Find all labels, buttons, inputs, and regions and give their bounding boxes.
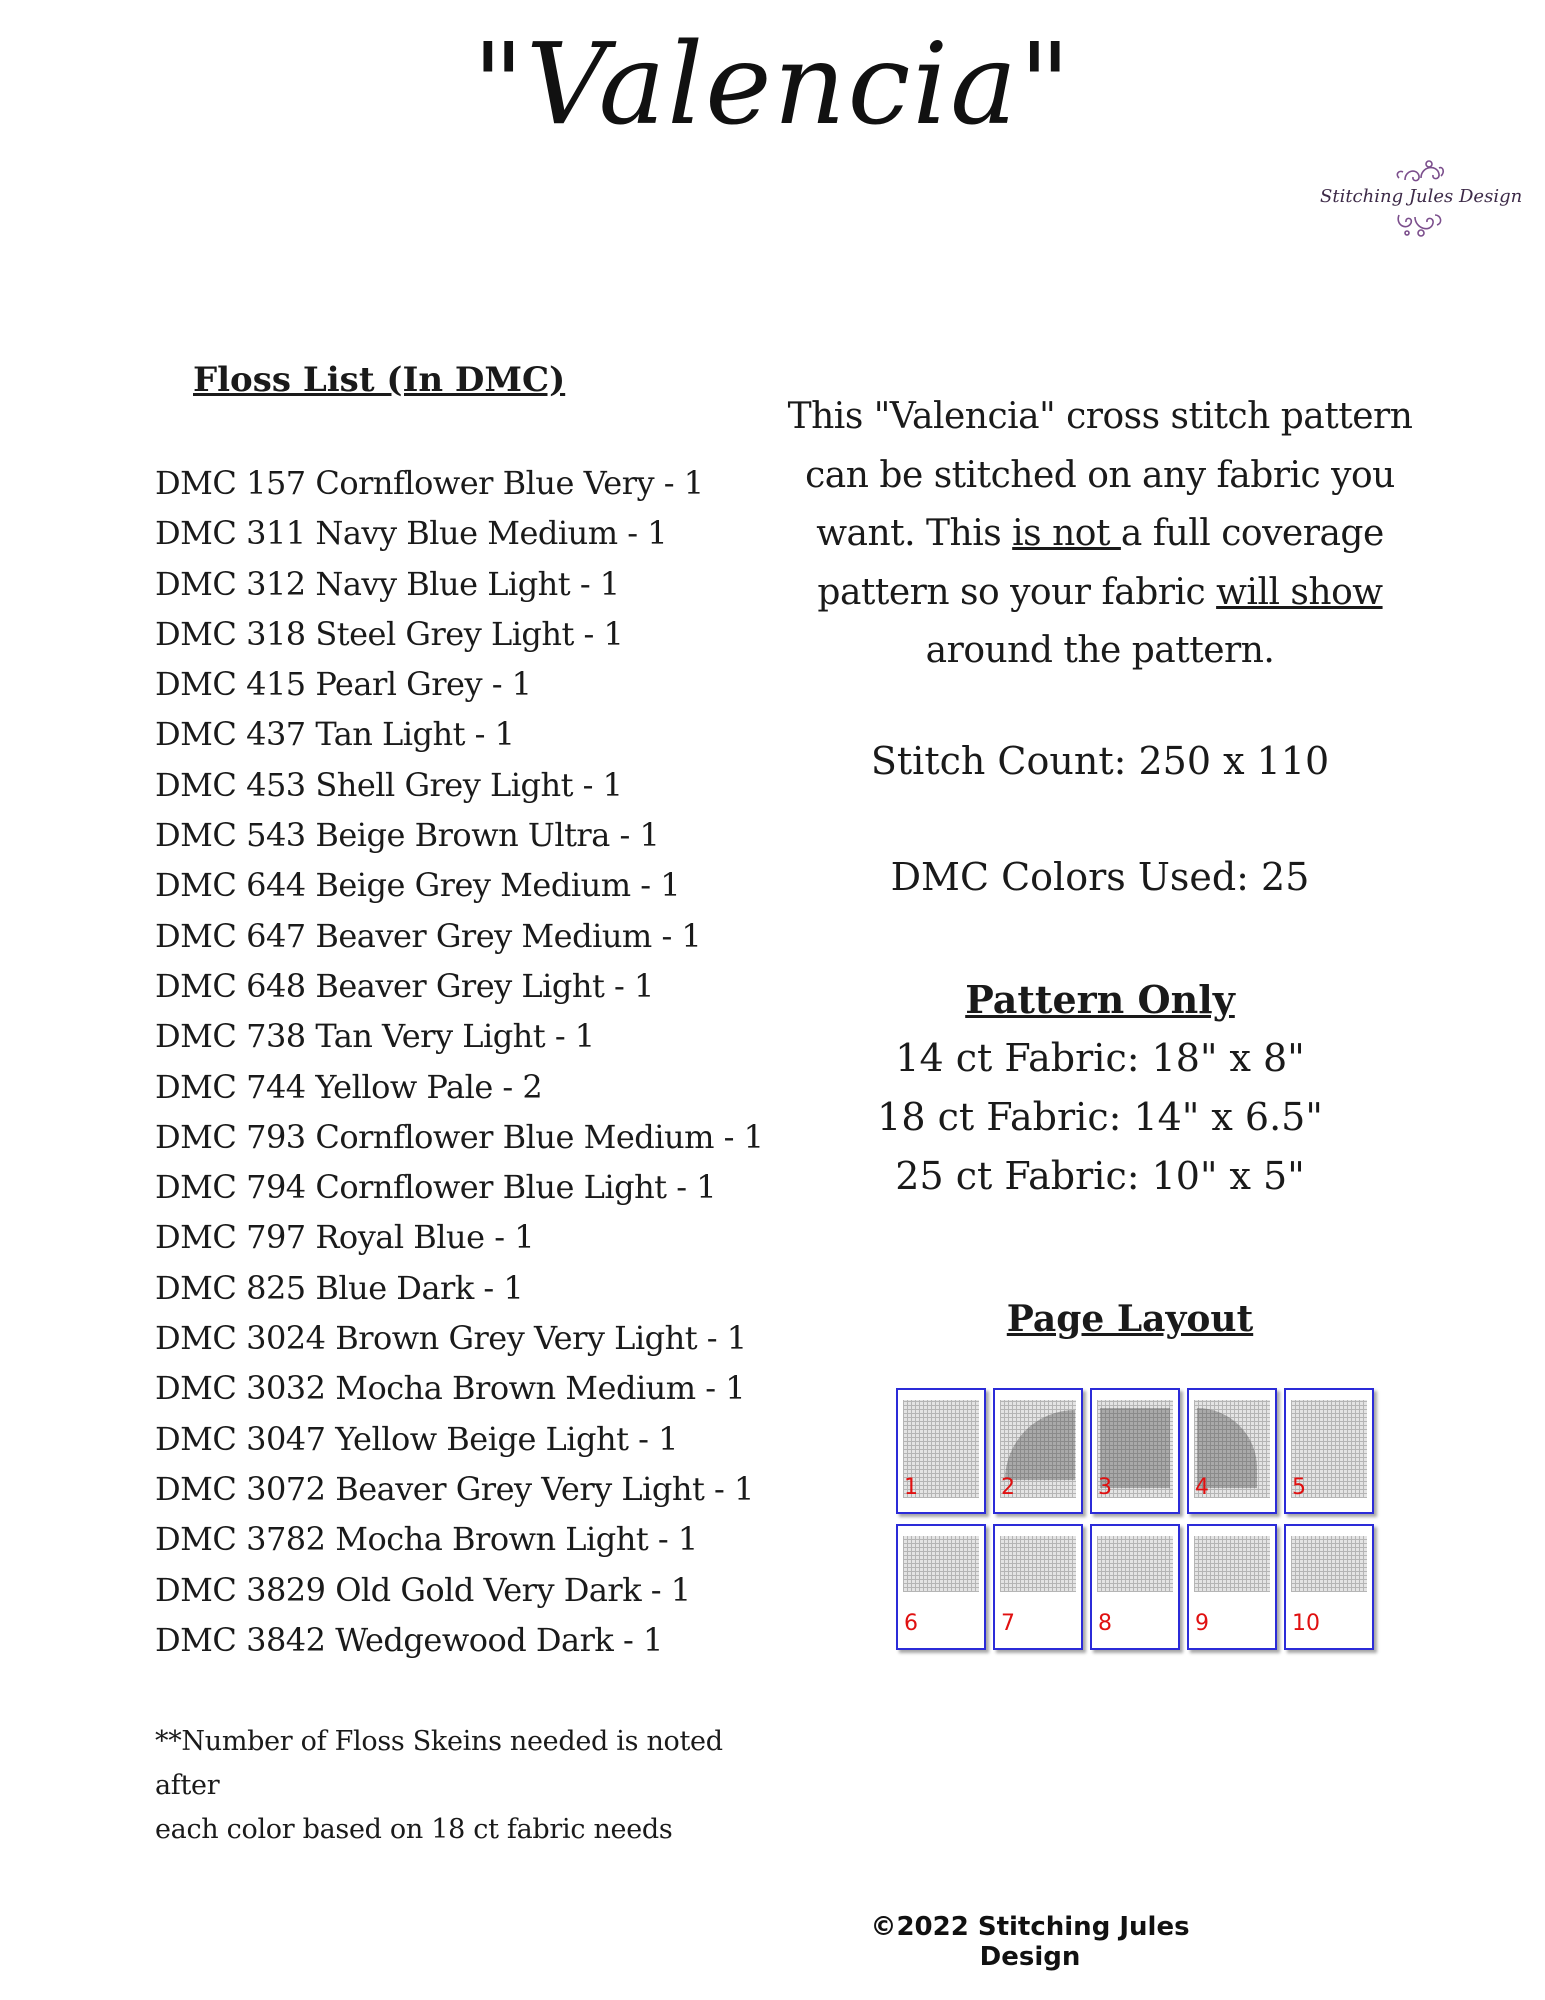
- floss-item: DMC 543 Beige Brown Ultra - 1: [155, 816, 660, 855]
- fabric-size-14ct: 14 ct Fabric: 18" x 8": [895, 1036, 1305, 1080]
- floss-item: DMC 157 Cornflower Blue Very - 1: [155, 464, 704, 502]
- floss-item: DMC 744 Yellow Pale - 2: [155, 1067, 543, 1106]
- page-number: 9: [1195, 1611, 1209, 1636]
- floss-list-heading: [155, 360, 805, 400]
- floss-item: DMC 453 Shell Grey Light - 1: [155, 765, 623, 804]
- page-thumbnail: [1090, 1388, 1180, 1514]
- description-line-2: can be stitched on any fabric you: [805, 454, 1395, 496]
- page-thumbnail: [1187, 1388, 1277, 1514]
- floss-item: DMC 437 Tan Light - 1: [155, 715, 515, 754]
- page-thumbnail: [993, 1524, 1083, 1650]
- page-layout-grid: [896, 1388, 1376, 1658]
- description-line-4a: pattern so your fabric: [817, 571, 1217, 613]
- floss-item: DMC 3829 Old Gold Very Dark - 1: [155, 1570, 691, 1609]
- page-number: 2: [1001, 1475, 1015, 1500]
- copyright: ©2022 Stitching Jules Design: [870, 1912, 1190, 1972]
- floss-item: DMC 311 Navy Blue Medium - 1: [155, 514, 668, 553]
- thumbnail-grid: [1097, 1536, 1173, 1592]
- page-layout-heading: Page Layout: [1006, 1298, 1254, 1340]
- description-line-3b: a full coverage: [1120, 513, 1384, 554]
- floss-item: DMC 3024 Brown Grey Very Light - 1: [155, 1319, 747, 1358]
- description-line-1: This "Valencia" cross stitch pattern: [787, 396, 1413, 437]
- floss-item: DMC 3072 Beaver Grey Very Light - 1: [155, 1469, 754, 1508]
- floss-item: DMC 3047 Yellow Beige Light - 1: [155, 1419, 678, 1458]
- thumbnail-grid: [1000, 1536, 1076, 1592]
- floss-item: DMC 647 Beaver Grey Medium - 1: [155, 916, 702, 955]
- page-number: 3: [1098, 1475, 1112, 1500]
- floss-item: DMC 738 Tan Very Light - 1: [155, 1017, 595, 1056]
- footnote-line-1: **Number of Floss Skeins needed is noted after: [155, 1726, 723, 1801]
- page-thumbnail: [1090, 1524, 1180, 1650]
- page-number: 5: [1292, 1475, 1306, 1500]
- floss-item: DMC 3032 Mocha Brown Medium - 1: [155, 1369, 746, 1408]
- page-thumbnail: [1284, 1524, 1374, 1650]
- floss-item: DMC 825 Blue Dark - 1: [155, 1268, 524, 1307]
- floss-item: DMC 793 Cornflower Blue Medium - 1: [155, 1117, 764, 1156]
- floss-list: [155, 458, 805, 1665]
- fabric-sizes: [780, 970, 1420, 1206]
- description-emphasis-is-not: is not: [1012, 513, 1121, 554]
- description-emphasis-will-show: will show: [1216, 571, 1383, 613]
- floss-list-section: [155, 360, 805, 1665]
- pattern-description: [780, 388, 1420, 681]
- page-thumbnail: [896, 1388, 986, 1514]
- floss-item: DMC 797 Royal Blue - 1: [155, 1218, 535, 1257]
- page-thumbnail: [1187, 1524, 1277, 1650]
- page-thumbnail: [1284, 1388, 1374, 1514]
- description-line-3: [780, 505, 1420, 564]
- colors-used: DMC Colors Used: 25: [890, 855, 1310, 899]
- pattern-only-heading: Pattern Only: [965, 977, 1235, 1022]
- floss-item: DMC 644 Beige Grey Medium - 1: [155, 866, 681, 905]
- page-number: 7: [1001, 1611, 1015, 1636]
- floss-item: DMC 318 Steel Grey Light - 1: [155, 614, 624, 653]
- page-number: 4: [1195, 1475, 1209, 1500]
- floss-item: DMC 3842 Wedgewood Dark - 1: [155, 1620, 663, 1659]
- thumbnail-grid: [903, 1536, 979, 1592]
- fabric-size-18ct: 18 ct Fabric: 14" x 6.5": [877, 1095, 1323, 1139]
- fabric-size-25ct: 25 ct Fabric: 10" x 5": [895, 1154, 1305, 1198]
- floss-item: DMC 415 Pearl Grey - 1: [155, 665, 532, 704]
- thumbnail-grid: [1194, 1536, 1270, 1592]
- page-number: 10: [1292, 1611, 1320, 1636]
- description-line-5: around the pattern.: [925, 630, 1275, 671]
- floss-item: DMC 648 Beaver Grey Light - 1: [155, 966, 654, 1005]
- floss-footnote: [155, 1720, 795, 1852]
- page-number: 6: [904, 1611, 918, 1636]
- logo-text: Stitching Jules Design: [1320, 186, 1523, 207]
- swirl-top-icon: [1385, 158, 1455, 186]
- page-thumbnail: [993, 1388, 1083, 1514]
- floss-item: DMC 3782 Mocha Brown Light - 1: [155, 1520, 698, 1559]
- floss-item: DMC 794 Cornflower Blue Light - 1: [155, 1168, 717, 1207]
- brand-logo: [1320, 158, 1523, 268]
- page-number: 8: [1098, 1611, 1112, 1636]
- stitch-count: Stitch Count: 250 x 110: [870, 739, 1330, 783]
- swirl-bottom-icon: [1385, 207, 1455, 239]
- footnote-line-2: each color based on 18 ct fabric needs: [155, 1814, 673, 1845]
- description-line-4: [780, 564, 1420, 623]
- page-title: "Valencia": [472, 20, 1073, 150]
- description-line-3a: want. This: [816, 513, 1013, 554]
- thumbnail-grid: [1291, 1536, 1367, 1592]
- floss-list-heading-text: Floss List (In DMC): [193, 360, 566, 400]
- page-thumbnail: [896, 1524, 986, 1650]
- floss-item: DMC 312 Navy Blue Light - 1: [155, 564, 620, 603]
- page-number: 1: [904, 1475, 918, 1500]
